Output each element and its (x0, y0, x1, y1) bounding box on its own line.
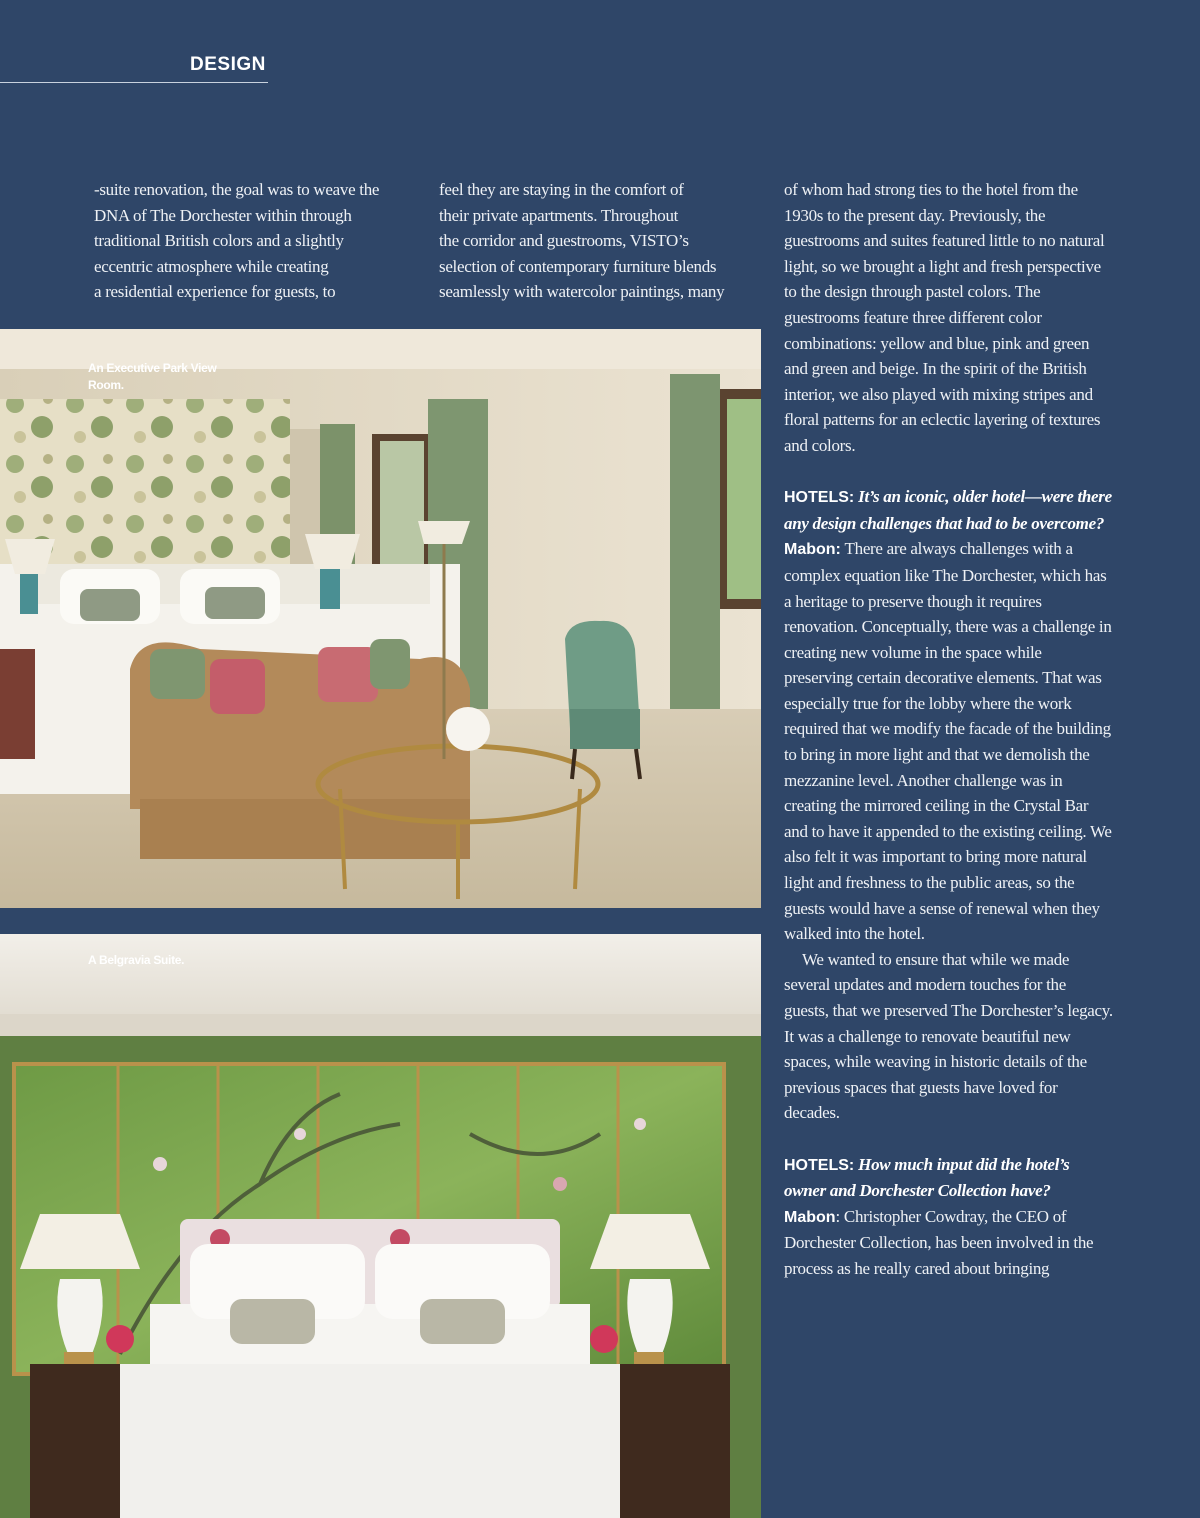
text-line: traditional British colors and a slightly (94, 231, 344, 251)
section-rule (0, 82, 268, 83)
section-label: DESIGN (190, 54, 266, 75)
text-line: seamlessly with watercolor paintings, many (439, 282, 725, 302)
photo-executive-room (0, 329, 761, 908)
answer-paragraph: We wanted to ensure that while we made several updates and modern touches for the guests, that we preserved The Dorchester’s legacy. It was a challenge to renovate beautiful new spaces, while weaving in historic details of the previous spaces that guests have loved for decades. (784, 949, 1113, 1123)
interview-question (784, 1152, 1114, 1204)
text-line: selection of contemporary furniture blends (439, 256, 717, 276)
photo-caption: An Executive Park View Room. (88, 361, 217, 392)
question-label: HOTELS: (784, 1156, 855, 1174)
text-column-3 (784, 177, 1114, 1282)
text-column-1 (94, 177, 424, 305)
photo-belgravia-suite (0, 934, 761, 1518)
text-line: DNA of The Dorchester within through (94, 205, 352, 225)
text-line: feel they are staying in the comfort of (439, 180, 684, 199)
question-text: It’s an iconic, older hotel—were there any design challenges that had to be overcome? (784, 487, 1112, 533)
text-line: -suite renovation, the goal was to weave the (94, 180, 380, 199)
text-column-2 (439, 177, 769, 305)
text-line: a residential experience for guests, to (94, 282, 336, 302)
answer-text: : Christopher Cowdray, the CEO of Dorchester Collection, has been involved in the process as he really cared about bringing (784, 1206, 1094, 1278)
speaker-label: Mabon: (784, 541, 841, 559)
interview-answer (784, 1204, 1114, 1282)
text-line: the corridor and guestrooms, VISTO’s (439, 231, 689, 251)
speaker-label: Mabon (784, 1208, 836, 1226)
text-line: their private apartments. Throughout (439, 205, 679, 225)
interview-question (784, 484, 1114, 536)
body-paragraph: of whom had strong ties to the hotel from the 1930s to the present day. Previously, the guestrooms and suites featured little to no natural light, so we brought a light and fresh perspective to the design through pastel colors. The guestrooms feature three different color combinations: yellow and blue, pink and green and green and beige. In the spirit of the British interior, we also played with mixing stripes and floral patterns for an eclectic layering of textures and colors. (784, 180, 1105, 455)
interview-answer (784, 536, 1114, 947)
question-label: HOTELS: (784, 489, 855, 507)
photo-caption: A Belgravia Suite. (88, 953, 185, 967)
question-text: How much input did the hotel’s owner and Dorchester Collection have? (784, 1154, 1070, 1201)
answer-text: There are always challenges with a complex equation like The Dorchester, which has a heritage to preserve though it requires renovation. Conceptually, there was a challenge in creating new volume in the space while preserving certain decorative elements. That was especially true for the lobby where the work required that we modify the facade of the building to bring in more light and that we demolish the mezzanine level. Another challenge was in creating the mirrored ceiling in the Crystal Bar and to have it appended to the existing ceiling. We also felt it was important to bring more natural light and freshness to the public areas, so the guests would have a sense of renewal when they walked into the hotel. (784, 539, 1112, 944)
text-line: eccentric atmosphere while creating (94, 256, 329, 276)
